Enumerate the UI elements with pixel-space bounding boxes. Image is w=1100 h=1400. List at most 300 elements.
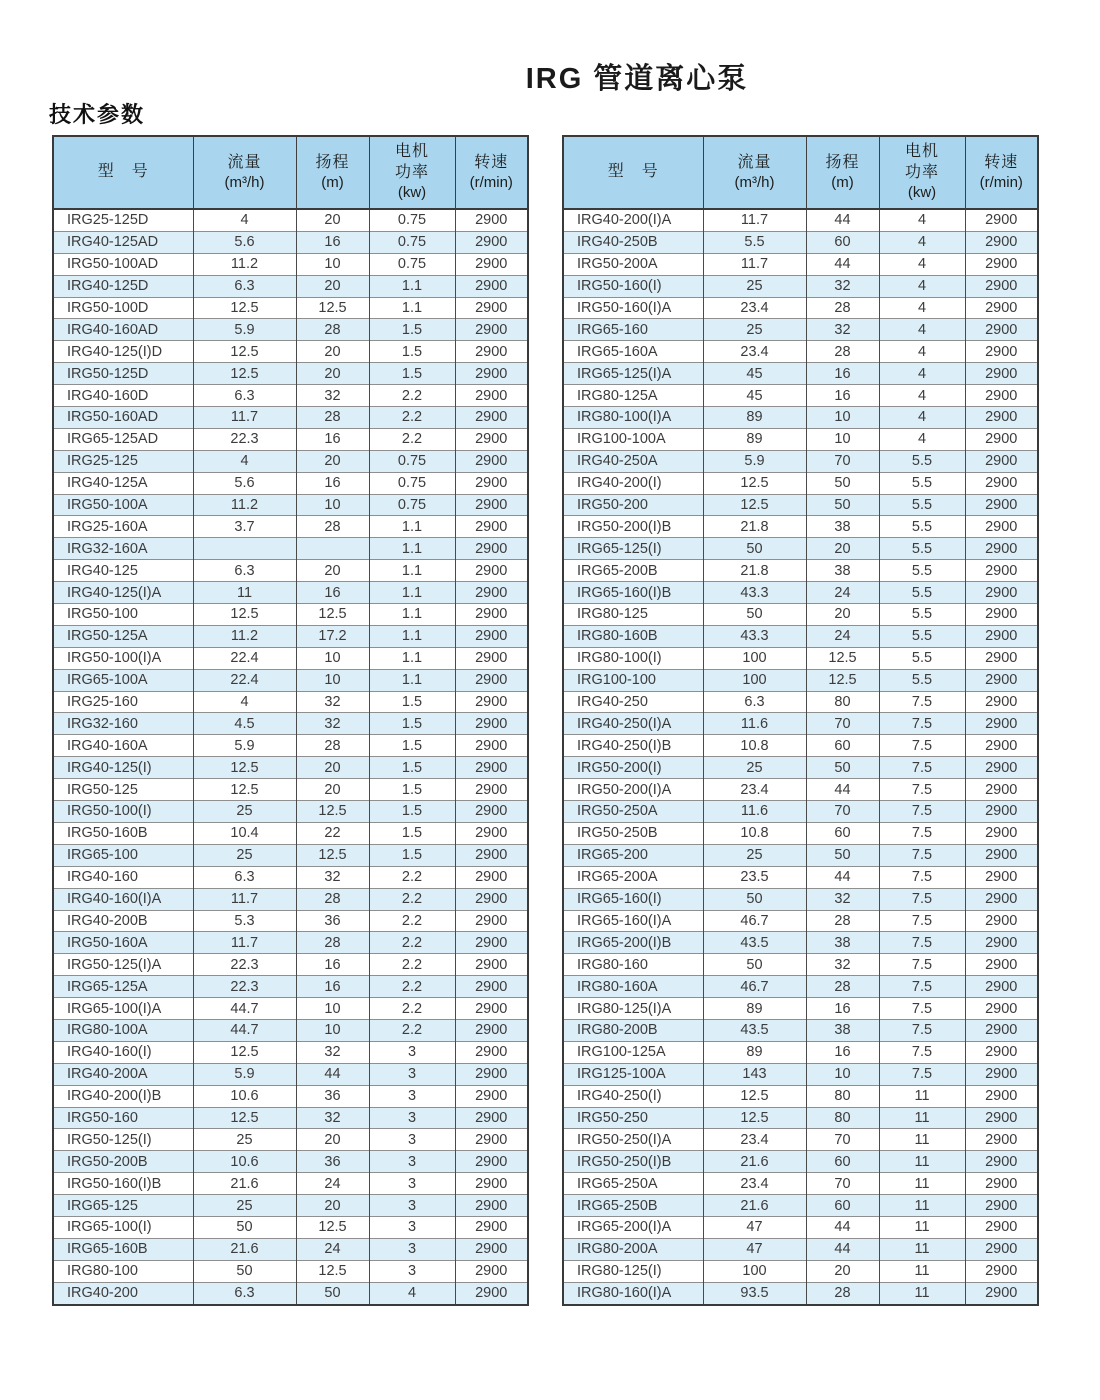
- model-cell: IRG50-160B: [53, 822, 193, 844]
- table-row: [563, 1195, 1038, 1217]
- speed-cell: 2900: [965, 1260, 1038, 1282]
- model-cell: IRG50-100D: [53, 297, 193, 319]
- speed-cell: 2900: [455, 297, 528, 319]
- power-cell: 3: [369, 1195, 455, 1217]
- head-cell: [296, 538, 369, 560]
- head-cell: 32: [296, 691, 369, 713]
- column-header-line: 流量: [227, 153, 262, 171]
- table-row: [53, 1151, 528, 1173]
- head-cell: 10: [806, 1063, 879, 1085]
- flow-cell: 89: [703, 998, 806, 1020]
- speed-cell: 2900: [965, 472, 1038, 494]
- flow-cell: 21.6: [703, 1151, 806, 1173]
- model-cell: IRG40-160(I): [53, 1041, 193, 1063]
- head-cell: 16: [806, 385, 879, 407]
- flow-cell: 6.3: [193, 560, 296, 582]
- model-cell: IRG80-100(I): [563, 647, 703, 669]
- flow-cell: 50: [193, 1260, 296, 1282]
- model-cell: IRG65-100: [53, 844, 193, 866]
- column-header-unit: (m): [831, 174, 854, 192]
- speed-cell: 2900: [965, 888, 1038, 910]
- head-cell: 17.2: [296, 625, 369, 647]
- table-row: [563, 976, 1038, 998]
- power-cell: 1.1: [369, 582, 455, 604]
- model-cell: IRG80-200B: [563, 1019, 703, 1041]
- speed-cell: 2900: [965, 625, 1038, 647]
- speed-cell: 2900: [455, 866, 528, 888]
- speed-cell: 2900: [455, 1041, 528, 1063]
- flow-cell: 5.6: [193, 472, 296, 494]
- head-cell: 44: [806, 866, 879, 888]
- flow-cell: 25: [703, 844, 806, 866]
- model-cell: IRG50-160A: [53, 932, 193, 954]
- table-row: [53, 976, 528, 998]
- model-cell: IRG50-100A: [53, 494, 193, 516]
- head-cell: 50: [806, 472, 879, 494]
- model-cell: IRG25-160: [53, 691, 193, 713]
- head-cell: 20: [806, 1260, 879, 1282]
- table-row: [563, 910, 1038, 932]
- page-title: IRG 管道离心泵: [525, 63, 749, 95]
- column-header-line: 型 号: [97, 163, 149, 181]
- power-cell: 2.2: [369, 998, 455, 1020]
- model-cell: IRG65-200(I)A: [563, 1216, 703, 1238]
- flow-cell: 6.3: [193, 275, 296, 297]
- power-cell: 1.5: [369, 822, 455, 844]
- flow-cell: 100: [703, 647, 806, 669]
- model-cell: IRG65-125(I): [563, 538, 703, 560]
- table-row: [563, 275, 1038, 297]
- head-cell: 16: [296, 582, 369, 604]
- power-cell: 1.1: [369, 604, 455, 626]
- model-cell: IRG40-125A: [53, 472, 193, 494]
- head-cell: 10: [296, 253, 369, 275]
- head-cell: 28: [296, 319, 369, 341]
- speed-cell: 2900: [965, 1129, 1038, 1151]
- model-cell: IRG80-160: [563, 954, 703, 976]
- power-cell: 0.75: [369, 209, 455, 231]
- model-cell: IRG40-160AD: [53, 319, 193, 341]
- model-cell: IRG40-250A: [563, 450, 703, 472]
- table-row: [563, 516, 1038, 538]
- column-header-line: 扬程: [825, 153, 860, 171]
- head-cell: 70: [806, 801, 879, 823]
- speed-cell: 2900: [965, 954, 1038, 976]
- flow-cell: 5.3: [193, 910, 296, 932]
- flow-cell: 50: [703, 888, 806, 910]
- table-row: [563, 954, 1038, 976]
- speed-cell: 2900: [455, 363, 528, 385]
- speed-cell: 2900: [965, 516, 1038, 538]
- speed-cell: 2900: [455, 582, 528, 604]
- table-row: [563, 297, 1038, 319]
- column-header-line: 转速: [474, 153, 509, 171]
- table-row: [563, 735, 1038, 757]
- model-cell: IRG50-200B: [53, 1151, 193, 1173]
- power-cell: 7.5: [879, 866, 965, 888]
- header-row: [53, 136, 528, 209]
- model-cell: IRG40-200(I): [563, 472, 703, 494]
- power-cell: 2.2: [369, 407, 455, 429]
- power-cell: 7.5: [879, 1041, 965, 1063]
- model-cell: IRG40-160(I)A: [53, 888, 193, 910]
- model-cell: IRG50-125(I)A: [53, 954, 193, 976]
- flow-cell: 4: [193, 691, 296, 713]
- power-cell: 5.5: [879, 516, 965, 538]
- speed-cell: 2900: [965, 1238, 1038, 1260]
- table-row: [53, 538, 528, 560]
- speed-cell: 2900: [455, 1238, 528, 1260]
- flow-cell: 12.5: [193, 1041, 296, 1063]
- head-cell: 32: [806, 888, 879, 910]
- flow-cell: 50: [703, 538, 806, 560]
- head-cell: 60: [806, 822, 879, 844]
- table-row: [563, 1129, 1038, 1151]
- table-row: [563, 713, 1038, 735]
- column-header-line: 功率: [904, 163, 939, 181]
- table-row: [53, 1282, 528, 1304]
- power-cell: 1.5: [369, 341, 455, 363]
- speed-cell: 2900: [965, 801, 1038, 823]
- flow-cell: 22.3: [193, 976, 296, 998]
- power-cell: 0.75: [369, 472, 455, 494]
- head-cell: 22: [296, 822, 369, 844]
- column-header-unit: (r/min): [979, 174, 1023, 192]
- column-header-unit: (m³/h): [224, 174, 265, 192]
- power-cell: 4: [879, 209, 965, 231]
- flow-cell: 43.5: [703, 1019, 806, 1041]
- head-cell: 20: [296, 1129, 369, 1151]
- head-cell: 44: [806, 1238, 879, 1260]
- head-cell: 60: [806, 231, 879, 253]
- table-row: [563, 1151, 1038, 1173]
- power-cell: 1.5: [369, 757, 455, 779]
- col-header-speed: [965, 136, 1038, 209]
- flow-cell: 11.7: [193, 932, 296, 954]
- speed-cell: 2900: [455, 428, 528, 450]
- table-row: [563, 647, 1038, 669]
- table-row: [53, 560, 528, 582]
- model-cell: IRG50-250A: [563, 801, 703, 823]
- power-cell: 4: [879, 275, 965, 297]
- speed-cell: 2900: [965, 1173, 1038, 1195]
- flow-cell: 46.7: [703, 910, 806, 932]
- head-cell: 20: [296, 1195, 369, 1217]
- model-cell: IRG50-160(I)B: [53, 1173, 193, 1195]
- model-cell: IRG50-250(I)A: [563, 1129, 703, 1151]
- head-cell: 10: [296, 669, 369, 691]
- power-cell: 1.1: [369, 560, 455, 582]
- flow-cell: 25: [193, 801, 296, 823]
- model-cell: IRG40-160D: [53, 385, 193, 407]
- head-cell: 28: [296, 888, 369, 910]
- model-cell: IRG40-250: [563, 691, 703, 713]
- table-row: [53, 472, 528, 494]
- speed-cell: 2900: [455, 450, 528, 472]
- model-cell: IRG65-200B: [563, 560, 703, 582]
- model-cell: IRG100-100: [563, 669, 703, 691]
- table-row: [53, 428, 528, 450]
- power-cell: 7.5: [879, 822, 965, 844]
- power-cell: 4: [879, 385, 965, 407]
- flow-cell: 22.4: [193, 669, 296, 691]
- speed-cell: 2900: [455, 1107, 528, 1129]
- flow-cell: 3.7: [193, 516, 296, 538]
- power-cell: 1.5: [369, 363, 455, 385]
- table-row: [563, 450, 1038, 472]
- speed-cell: 2900: [965, 713, 1038, 735]
- power-cell: 0.75: [369, 253, 455, 275]
- model-cell: IRG40-160A: [53, 735, 193, 757]
- table-row: [53, 1129, 528, 1151]
- table-row: [53, 998, 528, 1020]
- power-cell: 0.75: [369, 450, 455, 472]
- table-row: [563, 801, 1038, 823]
- speed-cell: 2900: [455, 1282, 528, 1304]
- table-row: [53, 494, 528, 516]
- power-cell: 11: [879, 1195, 965, 1217]
- table-row: [563, 560, 1038, 582]
- power-cell: 4: [879, 341, 965, 363]
- col-header-power: [369, 136, 455, 209]
- flow-cell: 12.5: [193, 341, 296, 363]
- power-cell: 7.5: [879, 954, 965, 976]
- flow-cell: 5.5: [703, 231, 806, 253]
- power-cell: 5.5: [879, 560, 965, 582]
- speed-cell: 2900: [455, 910, 528, 932]
- head-cell: 36: [296, 1085, 369, 1107]
- power-cell: 5.5: [879, 669, 965, 691]
- header-row: [563, 136, 1038, 209]
- table-row: [53, 866, 528, 888]
- tables-container: [52, 135, 1039, 1306]
- model-cell: IRG65-200(I)B: [563, 932, 703, 954]
- head-cell: 10: [296, 494, 369, 516]
- table-row: [563, 779, 1038, 801]
- flow-cell: 12.5: [193, 1107, 296, 1129]
- flow-cell: 12.5: [193, 604, 296, 626]
- power-cell: 7.5: [879, 713, 965, 735]
- table-row: [563, 691, 1038, 713]
- model-cell: IRG40-125(I)D: [53, 341, 193, 363]
- power-cell: 4: [879, 363, 965, 385]
- power-cell: 7.5: [879, 757, 965, 779]
- power-cell: 2.2: [369, 888, 455, 910]
- column-header-unit: (m³/h): [734, 174, 775, 192]
- col-header-head: [806, 136, 879, 209]
- head-cell: 20: [296, 560, 369, 582]
- model-cell: IRG40-125(I): [53, 757, 193, 779]
- flow-cell: 11: [193, 582, 296, 604]
- flow-cell: 25: [703, 757, 806, 779]
- power-cell: 4: [879, 407, 965, 429]
- table-row: [563, 604, 1038, 626]
- speed-cell: 2900: [965, 494, 1038, 516]
- flow-cell: 47: [703, 1216, 806, 1238]
- flow-cell: 12.5: [193, 363, 296, 385]
- flow-cell: 22.3: [193, 954, 296, 976]
- model-cell: IRG65-100(I): [53, 1216, 193, 1238]
- table-row: [53, 341, 528, 363]
- table-row: [563, 385, 1038, 407]
- model-cell: IRG25-125D: [53, 209, 193, 231]
- flow-cell: 23.4: [703, 341, 806, 363]
- speed-cell: 2900: [965, 582, 1038, 604]
- flow-cell: 5.6: [193, 231, 296, 253]
- flow-cell: 5.9: [193, 735, 296, 757]
- speed-cell: 2900: [965, 363, 1038, 385]
- head-cell: 60: [806, 1195, 879, 1217]
- head-cell: 12.5: [806, 647, 879, 669]
- head-cell: 20: [806, 604, 879, 626]
- table-row: [563, 1107, 1038, 1129]
- power-cell: 5.5: [879, 647, 965, 669]
- table-row: [563, 538, 1038, 560]
- table-row: [563, 494, 1038, 516]
- speed-cell: 2900: [455, 647, 528, 669]
- column-header-unit: (m): [321, 174, 344, 192]
- flow-cell: 45: [703, 363, 806, 385]
- model-cell: IRG50-100(I): [53, 801, 193, 823]
- speed-cell: 2900: [965, 1019, 1038, 1041]
- head-cell: 44: [296, 1063, 369, 1085]
- flow-cell: 22.4: [193, 647, 296, 669]
- flow-cell: 11.6: [703, 801, 806, 823]
- flow-cell: 6.3: [193, 866, 296, 888]
- power-cell: 2.2: [369, 866, 455, 888]
- speed-cell: 2900: [965, 1085, 1038, 1107]
- model-cell: IRG65-100(I)A: [53, 998, 193, 1020]
- flow-cell: 12.5: [703, 494, 806, 516]
- power-cell: 7.5: [879, 910, 965, 932]
- power-cell: 0.75: [369, 494, 455, 516]
- head-cell: 16: [296, 472, 369, 494]
- model-cell: IRG50-200(I): [563, 757, 703, 779]
- table-row: [563, 844, 1038, 866]
- model-cell: IRG50-250(I)B: [563, 1151, 703, 1173]
- head-cell: 44: [806, 209, 879, 231]
- table-row: [563, 253, 1038, 275]
- power-cell: 4: [879, 428, 965, 450]
- head-cell: 20: [806, 538, 879, 560]
- table-row: [53, 954, 528, 976]
- flow-cell: 4: [193, 450, 296, 472]
- model-cell: IRG50-125D: [53, 363, 193, 385]
- head-cell: 80: [806, 1085, 879, 1107]
- speed-cell: 2900: [965, 932, 1038, 954]
- power-cell: 11: [879, 1260, 965, 1282]
- model-cell: IRG65-160A: [563, 341, 703, 363]
- power-cell: 4: [369, 1282, 455, 1304]
- model-cell: IRG50-200A: [563, 253, 703, 275]
- flow-cell: 4: [193, 209, 296, 231]
- flow-cell: 11.6: [703, 713, 806, 735]
- power-cell: 4: [879, 297, 965, 319]
- power-cell: 5.5: [879, 450, 965, 472]
- table-row: [53, 1238, 528, 1260]
- power-cell: 1.5: [369, 691, 455, 713]
- speed-cell: 2900: [455, 253, 528, 275]
- model-cell: IRG25-125: [53, 450, 193, 472]
- head-cell: 16: [296, 954, 369, 976]
- model-cell: IRG50-200(I)A: [563, 779, 703, 801]
- model-cell: IRG50-200: [563, 494, 703, 516]
- table-row: [53, 801, 528, 823]
- flow-cell: 23.4: [703, 779, 806, 801]
- table-row: [53, 822, 528, 844]
- head-cell: 28: [296, 407, 369, 429]
- table-row: [563, 1085, 1038, 1107]
- table-row: [563, 209, 1038, 231]
- power-cell: 7.5: [879, 998, 965, 1020]
- model-cell: IRG40-200(I)A: [563, 209, 703, 231]
- flow-cell: 44.7: [193, 1019, 296, 1041]
- model-cell: IRG50-160: [53, 1107, 193, 1129]
- spec-table-right: [562, 135, 1039, 1306]
- head-cell: 36: [296, 910, 369, 932]
- model-cell: IRG65-250A: [563, 1173, 703, 1195]
- head-cell: 20: [296, 275, 369, 297]
- flow-cell: 25: [703, 319, 806, 341]
- flow-cell: 21.8: [703, 516, 806, 538]
- head-cell: 12.5: [296, 844, 369, 866]
- power-cell: 3: [369, 1238, 455, 1260]
- flow-cell: 25: [193, 1129, 296, 1151]
- flow-cell: 50: [703, 954, 806, 976]
- head-cell: 70: [806, 713, 879, 735]
- speed-cell: 2900: [455, 1085, 528, 1107]
- head-cell: 10: [296, 998, 369, 1020]
- power-cell: 4: [879, 319, 965, 341]
- speed-cell: 2900: [455, 713, 528, 735]
- speed-cell: 2900: [455, 560, 528, 582]
- table-row: [53, 757, 528, 779]
- model-cell: IRG65-125: [53, 1195, 193, 1217]
- power-cell: 2.2: [369, 954, 455, 976]
- flow-cell: 50: [703, 604, 806, 626]
- speed-cell: 2900: [965, 538, 1038, 560]
- model-cell: IRG80-125: [563, 604, 703, 626]
- speed-cell: 2900: [965, 1041, 1038, 1063]
- table-row: [563, 625, 1038, 647]
- table-row: [53, 582, 528, 604]
- speed-cell: 2900: [455, 976, 528, 998]
- flow-cell: 89: [703, 1041, 806, 1063]
- power-cell: 1.1: [369, 516, 455, 538]
- model-cell: IRG125-100A: [563, 1063, 703, 1085]
- power-cell: 3: [369, 1173, 455, 1195]
- flow-cell: 46.7: [703, 976, 806, 998]
- column-header-line: 扬程: [315, 153, 350, 171]
- speed-cell: 2900: [455, 1216, 528, 1238]
- table-row: [563, 1282, 1038, 1304]
- table-row: [563, 231, 1038, 253]
- spec-table-right-body: [563, 209, 1038, 1305]
- model-cell: IRG40-200: [53, 1282, 193, 1304]
- model-cell: IRG65-200A: [563, 866, 703, 888]
- head-cell: 16: [806, 363, 879, 385]
- speed-cell: 2900: [455, 822, 528, 844]
- table-row: [53, 253, 528, 275]
- power-cell: 3: [369, 1260, 455, 1282]
- head-cell: 50: [296, 1282, 369, 1304]
- speed-cell: 2900: [455, 998, 528, 1020]
- head-cell: 44: [806, 253, 879, 275]
- table-row: [53, 209, 528, 231]
- model-cell: IRG65-250B: [563, 1195, 703, 1217]
- flow-cell: 6.3: [193, 385, 296, 407]
- power-cell: 11: [879, 1085, 965, 1107]
